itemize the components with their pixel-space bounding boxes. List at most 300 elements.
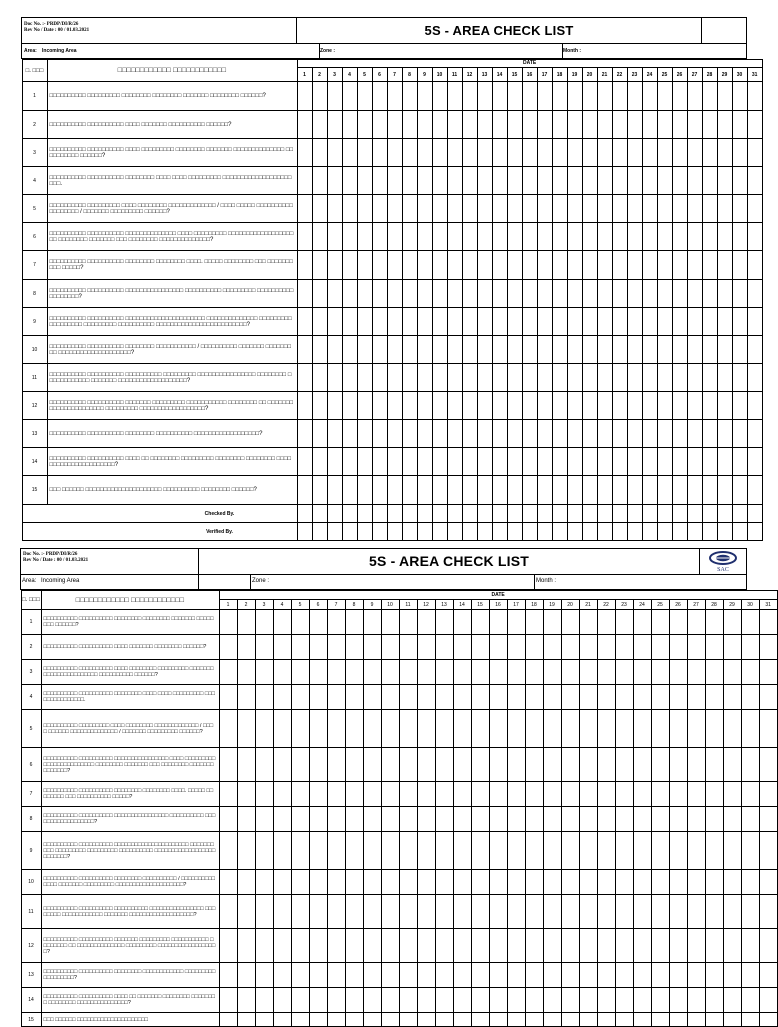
check-cell[interactable] xyxy=(312,223,327,251)
check-cell[interactable] xyxy=(522,167,537,195)
check-cell[interactable] xyxy=(642,223,657,251)
check-cell[interactable] xyxy=(723,870,741,895)
check-cell[interactable] xyxy=(291,660,309,685)
check-cell[interactable] xyxy=(705,1013,723,1027)
check-cell[interactable] xyxy=(357,336,372,364)
check-cell[interactable] xyxy=(372,476,387,505)
check-cell[interactable] xyxy=(633,963,651,988)
check-cell[interactable] xyxy=(363,610,381,635)
check-cell[interactable] xyxy=(273,1013,291,1027)
check-cell[interactable] xyxy=(372,308,387,336)
check-cell[interactable] xyxy=(432,420,447,448)
check-cell[interactable] xyxy=(219,685,237,710)
check-cell[interactable] xyxy=(453,660,471,685)
check-cell[interactable] xyxy=(732,111,747,139)
signature-cell[interactable] xyxy=(582,505,597,523)
check-cell[interactable] xyxy=(453,963,471,988)
check-cell[interactable] xyxy=(615,988,633,1013)
signature-cell[interactable] xyxy=(372,505,387,523)
check-cell[interactable] xyxy=(669,660,687,685)
check-cell[interactable] xyxy=(537,420,552,448)
check-cell[interactable] xyxy=(342,195,357,223)
check-cell[interactable] xyxy=(372,364,387,392)
check-cell[interactable] xyxy=(312,392,327,420)
check-cell[interactable] xyxy=(567,167,582,195)
check-cell[interactable] xyxy=(357,280,372,308)
check-cell[interactable] xyxy=(327,420,342,448)
check-cell[interactable] xyxy=(561,895,579,929)
check-cell[interactable] xyxy=(417,420,432,448)
signature-cell[interactable] xyxy=(612,505,627,523)
check-cell[interactable] xyxy=(453,748,471,782)
check-cell[interactable] xyxy=(255,660,273,685)
check-cell[interactable] xyxy=(237,1013,255,1027)
check-cell[interactable] xyxy=(723,782,741,807)
check-cell[interactable] xyxy=(687,660,705,685)
check-cell[interactable] xyxy=(579,635,597,660)
check-cell[interactable] xyxy=(357,82,372,111)
check-cell[interactable] xyxy=(471,988,489,1013)
check-cell[interactable] xyxy=(453,635,471,660)
check-cell[interactable] xyxy=(651,807,669,832)
check-cell[interactable] xyxy=(372,448,387,476)
check-cell[interactable] xyxy=(651,748,669,782)
check-cell[interactable] xyxy=(633,635,651,660)
check-cell[interactable] xyxy=(507,660,525,685)
check-cell[interactable] xyxy=(297,308,312,336)
check-cell[interactable] xyxy=(447,420,462,448)
signature-cell[interactable] xyxy=(537,505,552,523)
check-cell[interactable] xyxy=(255,710,273,748)
check-cell[interactable] xyxy=(567,364,582,392)
check-cell[interactable] xyxy=(342,139,357,167)
check-cell[interactable] xyxy=(561,635,579,660)
check-cell[interactable] xyxy=(633,685,651,710)
check-cell[interactable] xyxy=(345,635,363,660)
check-cell[interactable] xyxy=(537,223,552,251)
check-cell[interactable] xyxy=(552,195,567,223)
check-cell[interactable] xyxy=(612,167,627,195)
check-cell[interactable] xyxy=(381,963,399,988)
check-cell[interactable] xyxy=(612,420,627,448)
check-cell[interactable] xyxy=(612,308,627,336)
check-cell[interactable] xyxy=(543,660,561,685)
signature-cell[interactable] xyxy=(342,505,357,523)
check-cell[interactable] xyxy=(255,895,273,929)
check-cell[interactable] xyxy=(372,167,387,195)
check-cell[interactable] xyxy=(327,782,345,807)
check-cell[interactable] xyxy=(453,988,471,1013)
check-cell[interactable] xyxy=(597,782,615,807)
check-cell[interactable] xyxy=(561,782,579,807)
check-cell[interactable] xyxy=(387,336,402,364)
check-cell[interactable] xyxy=(627,336,642,364)
check-cell[interactable] xyxy=(615,832,633,870)
check-cell[interactable] xyxy=(759,782,777,807)
check-cell[interactable] xyxy=(657,308,672,336)
check-cell[interactable] xyxy=(372,280,387,308)
check-cell[interactable] xyxy=(732,476,747,505)
check-cell[interactable] xyxy=(342,280,357,308)
check-cell[interactable] xyxy=(255,635,273,660)
check-cell[interactable] xyxy=(543,988,561,1013)
check-cell[interactable] xyxy=(381,782,399,807)
check-cell[interactable] xyxy=(417,280,432,308)
check-cell[interactable] xyxy=(561,1013,579,1027)
signature-cell[interactable] xyxy=(372,523,387,541)
check-cell[interactable] xyxy=(402,448,417,476)
check-cell[interactable] xyxy=(492,139,507,167)
check-cell[interactable] xyxy=(579,685,597,710)
check-cell[interactable] xyxy=(435,782,453,807)
check-cell[interactable] xyxy=(741,1013,759,1027)
check-cell[interactable] xyxy=(651,929,669,963)
check-cell[interactable] xyxy=(417,685,435,710)
check-cell[interactable] xyxy=(507,280,522,308)
check-cell[interactable] xyxy=(759,1013,777,1027)
check-cell[interactable] xyxy=(492,308,507,336)
check-cell[interactable] xyxy=(567,336,582,364)
check-cell[interactable] xyxy=(417,832,435,870)
check-cell[interactable] xyxy=(255,748,273,782)
check-cell[interactable] xyxy=(525,685,543,710)
check-cell[interactable] xyxy=(381,635,399,660)
check-cell[interactable] xyxy=(522,280,537,308)
check-cell[interactable] xyxy=(525,807,543,832)
check-cell[interactable] xyxy=(435,710,453,748)
check-cell[interactable] xyxy=(489,807,507,832)
check-cell[interactable] xyxy=(402,476,417,505)
check-cell[interactable] xyxy=(381,610,399,635)
check-cell[interactable] xyxy=(417,710,435,748)
check-cell[interactable] xyxy=(387,195,402,223)
check-cell[interactable] xyxy=(579,832,597,870)
check-cell[interactable] xyxy=(447,336,462,364)
check-cell[interactable] xyxy=(702,336,717,364)
check-cell[interactable] xyxy=(297,251,312,280)
check-cell[interactable] xyxy=(567,195,582,223)
check-cell[interactable] xyxy=(297,364,312,392)
check-cell[interactable] xyxy=(489,660,507,685)
check-cell[interactable] xyxy=(627,420,642,448)
check-cell[interactable] xyxy=(237,635,255,660)
check-cell[interactable] xyxy=(327,280,342,308)
check-cell[interactable] xyxy=(561,870,579,895)
check-cell[interactable] xyxy=(582,223,597,251)
check-cell[interactable] xyxy=(669,832,687,870)
check-cell[interactable] xyxy=(522,139,537,167)
signature-cell[interactable] xyxy=(507,505,522,523)
check-cell[interactable] xyxy=(273,988,291,1013)
check-cell[interactable] xyxy=(237,895,255,929)
check-cell[interactable] xyxy=(462,251,477,280)
check-cell[interactable] xyxy=(537,448,552,476)
check-cell[interactable] xyxy=(747,392,762,420)
check-cell[interactable] xyxy=(747,336,762,364)
check-cell[interactable] xyxy=(387,448,402,476)
check-cell[interactable] xyxy=(741,660,759,685)
check-cell[interactable] xyxy=(543,635,561,660)
check-cell[interactable] xyxy=(651,895,669,929)
check-cell[interactable] xyxy=(342,420,357,448)
check-cell[interactable] xyxy=(552,111,567,139)
check-cell[interactable] xyxy=(723,710,741,748)
check-cell[interactable] xyxy=(687,832,705,870)
check-cell[interactable] xyxy=(732,167,747,195)
check-cell[interactable] xyxy=(741,807,759,832)
check-cell[interactable] xyxy=(612,139,627,167)
check-cell[interactable] xyxy=(477,111,492,139)
check-cell[interactable] xyxy=(633,748,651,782)
check-cell[interactable] xyxy=(381,832,399,870)
check-cell[interactable] xyxy=(642,392,657,420)
check-cell[interactable] xyxy=(363,870,381,895)
check-cell[interactable] xyxy=(273,929,291,963)
check-cell[interactable] xyxy=(297,476,312,505)
check-cell[interactable] xyxy=(615,610,633,635)
check-cell[interactable] xyxy=(651,870,669,895)
check-cell[interactable] xyxy=(219,870,237,895)
check-cell[interactable] xyxy=(579,895,597,929)
check-cell[interactable] xyxy=(309,635,327,660)
check-cell[interactable] xyxy=(723,748,741,782)
check-cell[interactable] xyxy=(747,308,762,336)
check-cell[interactable] xyxy=(399,685,417,710)
check-cell[interactable] xyxy=(507,807,525,832)
signature-cell[interactable] xyxy=(357,523,372,541)
check-cell[interactable] xyxy=(537,280,552,308)
check-cell[interactable] xyxy=(219,710,237,748)
check-cell[interactable] xyxy=(579,710,597,748)
check-cell[interactable] xyxy=(417,635,435,660)
check-cell[interactable] xyxy=(447,111,462,139)
check-cell[interactable] xyxy=(417,610,435,635)
check-cell[interactable] xyxy=(687,1013,705,1027)
check-cell[interactable] xyxy=(702,195,717,223)
check-cell[interactable] xyxy=(687,807,705,832)
check-cell[interactable] xyxy=(291,635,309,660)
check-cell[interactable] xyxy=(633,870,651,895)
check-cell[interactable] xyxy=(312,448,327,476)
check-cell[interactable] xyxy=(522,82,537,111)
check-cell[interactable] xyxy=(255,832,273,870)
check-cell[interactable] xyxy=(399,635,417,660)
check-cell[interactable] xyxy=(732,364,747,392)
signature-cell[interactable] xyxy=(387,523,402,541)
check-cell[interactable] xyxy=(447,280,462,308)
check-cell[interactable] xyxy=(417,223,432,251)
check-cell[interactable] xyxy=(273,807,291,832)
check-cell[interactable] xyxy=(747,82,762,111)
check-cell[interactable] xyxy=(651,610,669,635)
check-cell[interactable] xyxy=(552,476,567,505)
check-cell[interactable] xyxy=(669,635,687,660)
signature-cell[interactable] xyxy=(552,523,567,541)
check-cell[interactable] xyxy=(327,167,342,195)
check-cell[interactable] xyxy=(477,364,492,392)
check-cell[interactable] xyxy=(522,448,537,476)
check-cell[interactable] xyxy=(552,392,567,420)
check-cell[interactable] xyxy=(597,832,615,870)
check-cell[interactable] xyxy=(747,364,762,392)
check-cell[interactable] xyxy=(672,392,687,420)
signature-cell[interactable] xyxy=(297,505,312,523)
check-cell[interactable] xyxy=(657,392,672,420)
check-cell[interactable] xyxy=(741,685,759,710)
check-cell[interactable] xyxy=(525,1013,543,1027)
check-cell[interactable] xyxy=(345,782,363,807)
check-cell[interactable] xyxy=(363,685,381,710)
check-cell[interactable] xyxy=(507,988,525,1013)
check-cell[interactable] xyxy=(402,251,417,280)
check-cell[interactable] xyxy=(432,82,447,111)
check-cell[interactable] xyxy=(291,1013,309,1027)
check-cell[interactable] xyxy=(717,195,732,223)
check-cell[interactable] xyxy=(672,82,687,111)
check-cell[interactable] xyxy=(687,895,705,929)
check-cell[interactable] xyxy=(432,195,447,223)
check-cell[interactable] xyxy=(702,223,717,251)
check-cell[interactable] xyxy=(627,251,642,280)
check-cell[interactable] xyxy=(297,223,312,251)
check-cell[interactable] xyxy=(507,610,525,635)
check-cell[interactable] xyxy=(732,392,747,420)
check-cell[interactable] xyxy=(477,336,492,364)
check-cell[interactable] xyxy=(327,988,345,1013)
check-cell[interactable] xyxy=(507,635,525,660)
check-cell[interactable] xyxy=(543,807,561,832)
check-cell[interactable] xyxy=(363,1013,381,1027)
signature-cell[interactable] xyxy=(462,523,477,541)
check-cell[interactable] xyxy=(489,963,507,988)
check-cell[interactable] xyxy=(327,929,345,963)
check-cell[interactable] xyxy=(747,476,762,505)
check-cell[interactable] xyxy=(402,308,417,336)
check-cell[interactable] xyxy=(291,963,309,988)
check-cell[interactable] xyxy=(717,139,732,167)
check-cell[interactable] xyxy=(582,392,597,420)
check-cell[interactable] xyxy=(471,1013,489,1027)
check-cell[interactable] xyxy=(615,748,633,782)
check-cell[interactable] xyxy=(747,139,762,167)
check-cell[interactable] xyxy=(741,610,759,635)
check-cell[interactable] xyxy=(363,782,381,807)
check-cell[interactable] xyxy=(732,308,747,336)
check-cell[interactable] xyxy=(291,832,309,870)
check-cell[interactable] xyxy=(627,476,642,505)
check-cell[interactable] xyxy=(453,807,471,832)
check-cell[interactable] xyxy=(579,748,597,782)
check-cell[interactable] xyxy=(537,111,552,139)
check-cell[interactable] xyxy=(642,195,657,223)
check-cell[interactable] xyxy=(507,111,522,139)
check-cell[interactable] xyxy=(579,929,597,963)
check-cell[interactable] xyxy=(363,710,381,748)
check-cell[interactable] xyxy=(507,963,525,988)
check-cell[interactable] xyxy=(597,476,612,505)
check-cell[interactable] xyxy=(525,988,543,1013)
check-cell[interactable] xyxy=(615,660,633,685)
check-cell[interactable] xyxy=(327,895,345,929)
check-cell[interactable] xyxy=(537,167,552,195)
check-cell[interactable] xyxy=(357,251,372,280)
check-cell[interactable] xyxy=(522,364,537,392)
check-cell[interactable] xyxy=(255,782,273,807)
check-cell[interactable] xyxy=(597,685,615,710)
check-cell[interactable] xyxy=(702,251,717,280)
check-cell[interactable] xyxy=(363,929,381,963)
signature-cell[interactable] xyxy=(417,505,432,523)
check-cell[interactable] xyxy=(417,476,432,505)
check-cell[interactable] xyxy=(642,280,657,308)
check-cell[interactable] xyxy=(357,364,372,392)
check-cell[interactable] xyxy=(597,610,615,635)
check-cell[interactable] xyxy=(507,420,522,448)
check-cell[interactable] xyxy=(255,870,273,895)
check-cell[interactable] xyxy=(255,988,273,1013)
signature-cell[interactable] xyxy=(552,505,567,523)
check-cell[interactable] xyxy=(381,748,399,782)
check-cell[interactable] xyxy=(597,139,612,167)
check-cell[interactable] xyxy=(525,870,543,895)
check-cell[interactable] xyxy=(651,710,669,748)
check-cell[interactable] xyxy=(759,929,777,963)
check-cell[interactable] xyxy=(489,782,507,807)
signature-cell[interactable] xyxy=(537,523,552,541)
check-cell[interactable] xyxy=(297,448,312,476)
check-cell[interactable] xyxy=(477,223,492,251)
check-cell[interactable] xyxy=(687,476,702,505)
check-cell[interactable] xyxy=(687,988,705,1013)
check-cell[interactable] xyxy=(372,195,387,223)
check-cell[interactable] xyxy=(642,420,657,448)
check-cell[interactable] xyxy=(522,476,537,505)
check-cell[interactable] xyxy=(381,1013,399,1027)
check-cell[interactable] xyxy=(417,870,435,895)
check-cell[interactable] xyxy=(381,870,399,895)
check-cell[interactable] xyxy=(657,251,672,280)
area-value[interactable]: Incoming Area xyxy=(41,578,79,584)
check-cell[interactable] xyxy=(507,195,522,223)
check-cell[interactable] xyxy=(237,807,255,832)
check-cell[interactable] xyxy=(522,111,537,139)
check-cell[interactable] xyxy=(627,223,642,251)
check-cell[interactable] xyxy=(471,748,489,782)
check-cell[interactable] xyxy=(507,929,525,963)
check-cell[interactable] xyxy=(687,223,702,251)
check-cell[interactable] xyxy=(477,448,492,476)
check-cell[interactable] xyxy=(399,748,417,782)
check-cell[interactable] xyxy=(417,251,432,280)
check-cell[interactable] xyxy=(489,870,507,895)
check-cell[interactable] xyxy=(327,308,342,336)
check-cell[interactable] xyxy=(657,82,672,111)
check-cell[interactable] xyxy=(759,685,777,710)
check-cell[interactable] xyxy=(615,710,633,748)
check-cell[interactable] xyxy=(561,748,579,782)
check-cell[interactable] xyxy=(297,420,312,448)
check-cell[interactable] xyxy=(567,251,582,280)
check-cell[interactable] xyxy=(642,111,657,139)
check-cell[interactable] xyxy=(507,870,525,895)
check-cell[interactable] xyxy=(432,476,447,505)
check-cell[interactable] xyxy=(705,895,723,929)
check-cell[interactable] xyxy=(387,139,402,167)
check-cell[interactable] xyxy=(291,807,309,832)
check-cell[interactable] xyxy=(447,167,462,195)
check-cell[interactable] xyxy=(297,336,312,364)
check-cell[interactable] xyxy=(525,748,543,782)
